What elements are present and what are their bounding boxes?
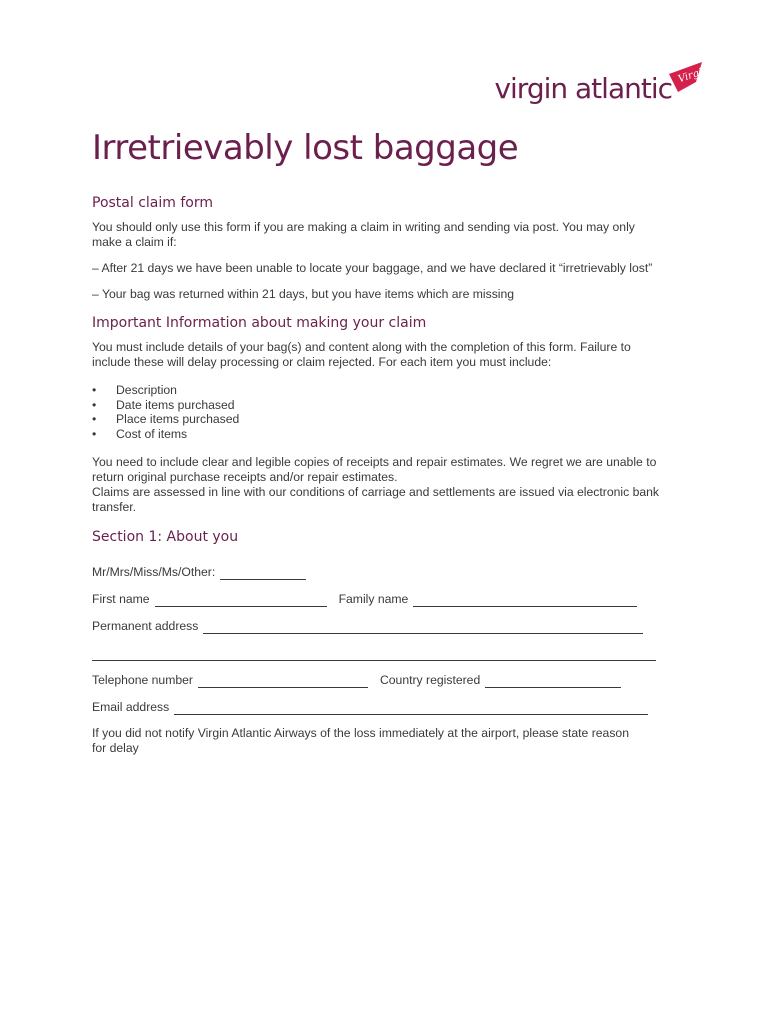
postal-condition-2: – Your bag was returned within 21 days, but you have items which are missing	[92, 287, 515, 301]
address-label: Permanent address	[92, 619, 199, 634]
list-item: • Date items purchased	[92, 398, 662, 413]
name-field-row	[92, 592, 662, 607]
list-item: • Description	[92, 383, 662, 398]
address-continuation-row	[92, 648, 662, 661]
title-field-row	[92, 565, 662, 580]
email-field-row	[92, 700, 662, 715]
list-item: • Place items purchased	[92, 412, 662, 427]
list-item: • Cost of items	[92, 427, 662, 442]
title-field-label: Mr/Mrs/Miss/Ms/Other:	[92, 565, 216, 580]
logo-wordmark: virgin atlantic	[494, 72, 672, 105]
address-field-row	[92, 619, 662, 634]
assessment-text: Claims are assessed in line with our conditions of carriage and settlements are issued via electronic bank transfer.	[92, 485, 660, 515]
family-name-field-line[interactable]	[413, 594, 637, 607]
section1-heading: Section 1: About you	[92, 529, 239, 546]
delay-reason-label: If you did not notify Virgin Atlantic Airways of the loss immediately at the airport, please state reason for delay	[92, 726, 629, 756]
badge-text: Virgin	[676, 65, 710, 86]
email-label: Email address	[92, 700, 170, 715]
important-info-heading: Important Information about making your claim	[92, 315, 427, 331]
phone-country-field-row	[92, 673, 662, 688]
address-field-line[interactable]	[203, 621, 643, 634]
virgin-atlantic-logo	[486, 60, 710, 110]
telephone-label: Telephone number	[92, 673, 193, 688]
first-name-field-line[interactable]	[155, 594, 327, 607]
postal-intro-text: You should only use this form if you are making a claim in writing and sending via post. You may only make a claim if:	[92, 220, 635, 249]
first-name-label: First name	[92, 592, 150, 607]
postal-condition-1: – After 21 days we have been unable to locate your baggage, and we have declared it “irretrievably lost”	[92, 261, 653, 275]
title-field-line[interactable]	[220, 567, 306, 580]
family-name-label: Family name	[338, 592, 409, 607]
virgin-badge-icon	[666, 60, 710, 94]
important-intro-text: You must include details of your bag(s) and content along with the completion of this form. Failure to include these will delay processing or claim rejected. For each item you must include:	[92, 340, 631, 369]
page-title: Irretrievably lost baggage	[92, 128, 519, 168]
country-label: Country registered	[379, 673, 481, 688]
address-field-line-2[interactable]	[92, 648, 656, 661]
telephone-field-line[interactable]	[198, 675, 368, 688]
email-field-line[interactable]	[174, 702, 648, 715]
claim-form-document	[92, 128, 662, 756]
country-field-line[interactable]	[485, 675, 621, 688]
required-items-list	[92, 383, 662, 441]
receipts-text: You need to include clear and legible copies of receipts and repair estimates. We regret we are unable to return original purchase receipts and/or repair estimates.	[92, 455, 657, 485]
postal-claim-heading: Postal claim form	[92, 195, 213, 211]
